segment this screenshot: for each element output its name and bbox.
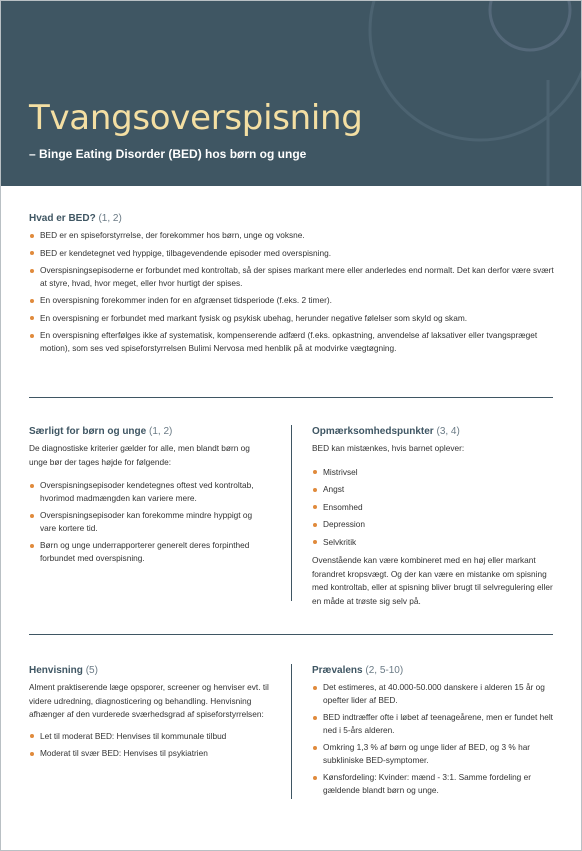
- list-item: Overspisningsepisoder kendetegnes oftest ved kontroltab, hvorimod madmængden kan variere mere.: [29, 479, 269, 504]
- list-item: Mistrivsel: [312, 466, 558, 479]
- list-item: BED indtræffer ofte i løbet af teenageårene, men er fundet helt ned i 5-års alderen.: [312, 711, 560, 736]
- section-heading: Hvad er BED? (1, 2): [29, 213, 122, 224]
- section-children: [29, 426, 269, 569]
- list-item: Overspisningsepisoderne er forbundet med kontroltab, så der spises markant mere eller anderledes end normalt. Det kan derfor være svært at styre, hvad, hvor meget, eller hvor hurtigt der spises.: [29, 264, 556, 289]
- list-item: Det estimeres, at 40.000-50.000 danskere i alderen 15 år og opefter lider af BED.: [312, 681, 560, 706]
- bullet-list: [29, 730, 274, 760]
- list-item: Omkring 1,3 % af børn og unge lider af BED, og 3 % har subkliniske BED-symptomer.: [312, 741, 560, 766]
- list-item: En overspisning er forbundet med markant fysisk og psykisk ubehag, herunder negative følelser som skyld og skam.: [29, 312, 556, 325]
- list-item: Børn og unge underrapporterer generelt deres forpinthed forbundet med overspisning.: [29, 539, 269, 564]
- section-heading: Særligt for børn og unge (1, 2): [29, 426, 173, 437]
- list-item: Depression: [312, 518, 558, 531]
- column-divider: [291, 425, 292, 601]
- list-item: Moderat til svær BED: Henvises til psykiatrien: [29, 747, 274, 760]
- section-what-is-bed: [29, 213, 556, 359]
- list-item: BED er en spiseforstyrrelse, der forekommer hos børn, unge og voksne.: [29, 229, 556, 242]
- section-attention-points: [312, 426, 558, 608]
- list-item: Overspisningsepisoder kan forekomme mindre hyppigt og vare kortere tid.: [29, 509, 269, 534]
- bullet-list: [29, 229, 556, 354]
- divider: [29, 634, 553, 635]
- list-item: En overspisning efterfølges ikke af systematisk, kompenserende adfærd (f.eks. opkastning, anvendelse af laksativer eller tvangspræget motion), som ses ved spiseforstyrrelsen Bulimi Nervosa med henblik på at modvirke vægtøgning.: [29, 329, 556, 354]
- bullet-list: [312, 681, 560, 796]
- section-heading: Opmærksomhedspunkter (3, 4): [312, 426, 460, 437]
- bullet-list: [312, 466, 558, 549]
- section-intro: BED kan mistænkes, hvis barnet oplever:: [312, 443, 465, 453]
- list-item: Ensomhed: [312, 501, 558, 514]
- page-subtitle: – Binge Eating Disorder (BED) hos børn og unge: [29, 147, 307, 161]
- column-divider: [291, 664, 292, 799]
- section-referral: [29, 665, 274, 765]
- section-prevalence: [312, 665, 560, 801]
- list-item: Let til moderat BED: Henvises til kommunale tilbud: [29, 730, 274, 743]
- divider: [29, 397, 553, 398]
- section-heading: Prævalens (2, 5-10): [312, 665, 404, 676]
- list-item: Angst: [312, 483, 558, 496]
- list-item: En overspisning forekommer inden for en afgrænset tidsperiode (f.eks. 2 timer).: [29, 294, 556, 307]
- section-heading: Henvisning (5): [29, 665, 98, 676]
- section-outro: Ovenstående kan være kombineret med en høj eller markant forandret kropsvægt. Og der kan være en mistanke om spisning med kontroltab, eller at spisning bliver brugt til selvregulering eller en måde at trøste sig selv på.: [312, 555, 553, 606]
- list-item: Kønsfordeling: Kvinder: mænd - 3:1. Samme fordeling er gældende blandt børn og unge.: [312, 771, 560, 796]
- page-title: Tvangsoverspisning: [29, 98, 363, 138]
- header-banner: [0, 0, 582, 186]
- bullet-list: [29, 479, 269, 564]
- section-intro: Alment praktiserende læge opsporer, screener og henviser evt. til videre udredning, diagnosticering og behandling. Henvisning afhænger af den vurderede sværhedsgrad af spiseforstyrrelsen:: [29, 682, 269, 719]
- list-item: Selvkritik: [312, 536, 558, 549]
- list-item: BED er kendetegnet ved hyppige, tilbagevendende episoder med overspisning.: [29, 247, 556, 260]
- section-intro: De diagnostiske kriterier gælder for alle, men blandt børn og unge bør der tages højde for følgende:: [29, 443, 250, 467]
